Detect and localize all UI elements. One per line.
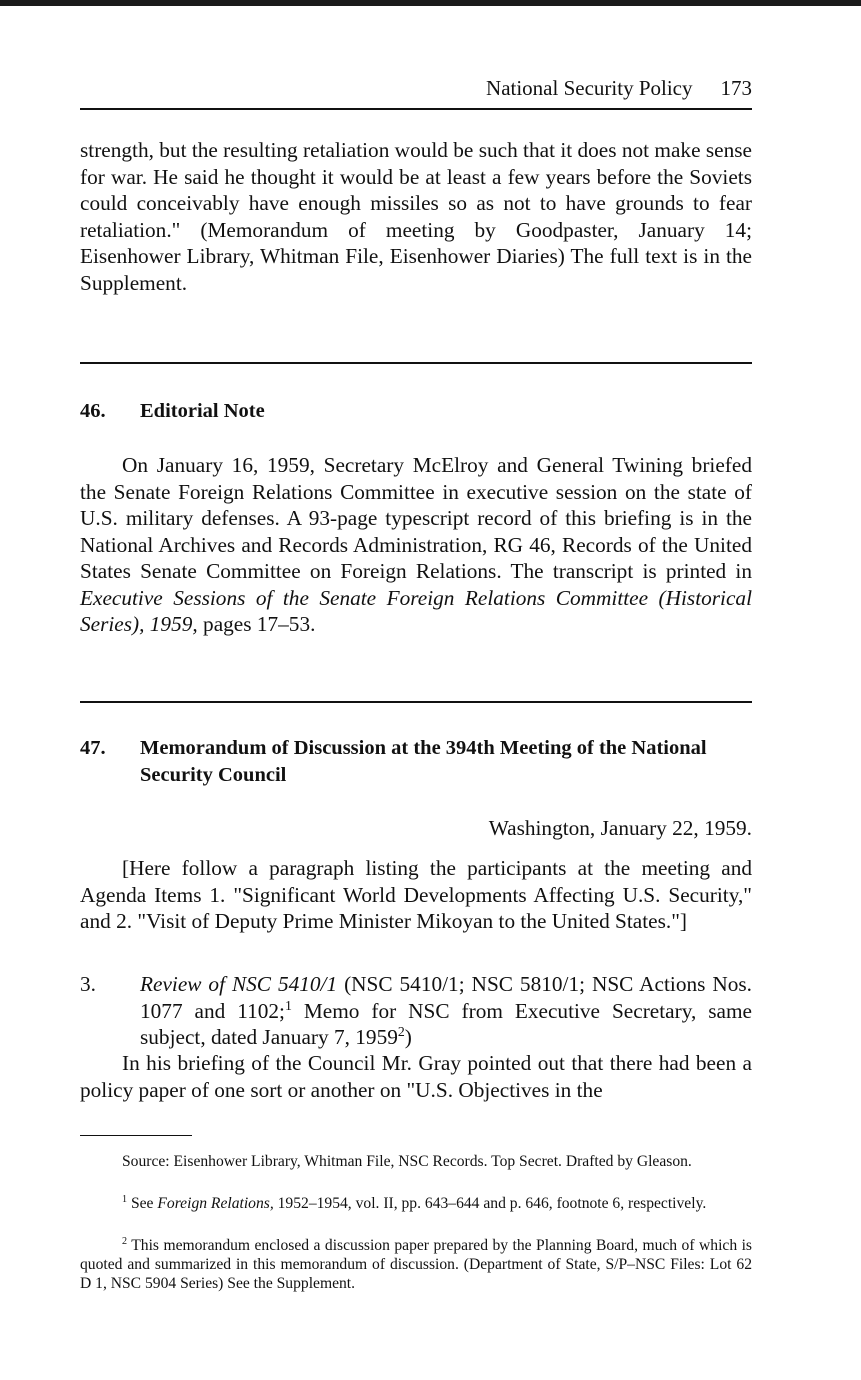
carryover-paragraph: strength, but the resulting retaliation would be such that it does not make sense for war. He said he thought it would be at least a few years before the Soviets could conceivably have enough missiles so as not to have grounds to fear retaliation." (Memorandum of meeting by Goodpaster, January 14; Eisenhower Library, Whitman File, Eisenhower Diaries) The full text is in the Supplement.	[80, 138, 752, 295]
agenda-item-3-body	[140, 971, 752, 1051]
footnote-2-text: This memorandum enclosed a discussion paper prepared by the Planning Board, much of which is quoted and summarized in this memorandum of discussion. (Department of State, S/P–NSC Files: Lot 62 D 1, NSC 5904 Series) See the Supplement.	[80, 1237, 752, 1292]
page-number: 173	[720, 76, 752, 100]
section-divider-1	[80, 362, 752, 364]
doc-46-publication-title: Executive Sessions of the Senate Foreign Relations Committee (Historical Series), 1959,	[80, 585, 752, 636]
footnote-2-mark: 2	[122, 1235, 128, 1247]
agenda-item-3-text-b: Memo for NSC from Executive Secretary, same subject, dated January 7, 1959	[140, 998, 752, 1049]
doc-47-dateline: Washington, January 22, 1959.	[488, 816, 752, 840]
doc-46-text: On January 16, 1959, Secretary McElroy and General Twining briefed the Senate Foreign Relations Committee in executive session on the state of U.S. military defenses. A 93-page typescript record of this briefing is in the National Archives and Records Administration, RG 46, Records of the United States Senate Committee on Foreign Relations. The transcript is printed in	[80, 453, 752, 583]
agenda-item-3-text-a: (NSC 5410/1; NSC 5810/1; NSC Actions Nos. 1077 and 1102;	[140, 972, 752, 1023]
footnote-1-publication: Foreign Relations,	[157, 1195, 274, 1212]
agenda-item-3-title: Review of NSC 5410/1	[140, 972, 338, 996]
doc-47-paragraph-1: [Here follow a paragraph listing the participants at the meeting and Agenda Items 1. "Significant World Developments Affecting U.S. Security," and 2. "Visit of Deputy Prime Minister Mikoyan to the United States."]	[80, 856, 752, 933]
doc-47-title: Memorandum of Discussion at the 394th Meeting of the National Security Council	[140, 737, 707, 786]
footnote-1-text-b: 1952–1954, vol. II, pp. 643–644 and p. 646, footnote 6, respectively.	[273, 1195, 707, 1212]
footnote-2	[80, 1236, 752, 1293]
running-title: National Security Policy	[486, 76, 693, 100]
footnote-ref-1[interactable]: 1	[284, 997, 292, 1013]
doc-46-heading	[80, 398, 752, 425]
doc-46-number: 46.	[80, 400, 106, 422]
agenda-item-3-number: 3.	[80, 972, 96, 996]
footnote-1-mark: 1	[122, 1193, 128, 1205]
source-note: Source: Eisenhower Library, Whitman File, NSC Records. Top Secret. Drafted by Gleason.	[122, 1153, 692, 1170]
footnote-ref-2[interactable]: 2	[397, 1023, 405, 1039]
running-head	[80, 76, 752, 110]
doc-46-paragraph	[80, 452, 752, 638]
agenda-item-3-text-c: )	[404, 1025, 412, 1049]
page-top-edge	[0, 0, 861, 6]
doc-47-heading	[80, 735, 752, 789]
doc-47-number: 47.	[80, 737, 106, 759]
doc-47-paragraph-2: In his briefing of the Council Mr. Gray pointed out that there had been a policy paper of one sort or another on "U.S. Objectives in the	[80, 1051, 752, 1102]
doc-46-text-end: pages 17–53.	[197, 612, 316, 636]
section-divider-2	[80, 701, 752, 703]
doc-46-title: Editorial Note	[140, 400, 265, 422]
agenda-item-3	[80, 971, 752, 1051]
footnote-separator	[80, 1135, 192, 1136]
footnote-1-text-a: See	[127, 1195, 158, 1212]
footnote-1	[80, 1194, 752, 1213]
